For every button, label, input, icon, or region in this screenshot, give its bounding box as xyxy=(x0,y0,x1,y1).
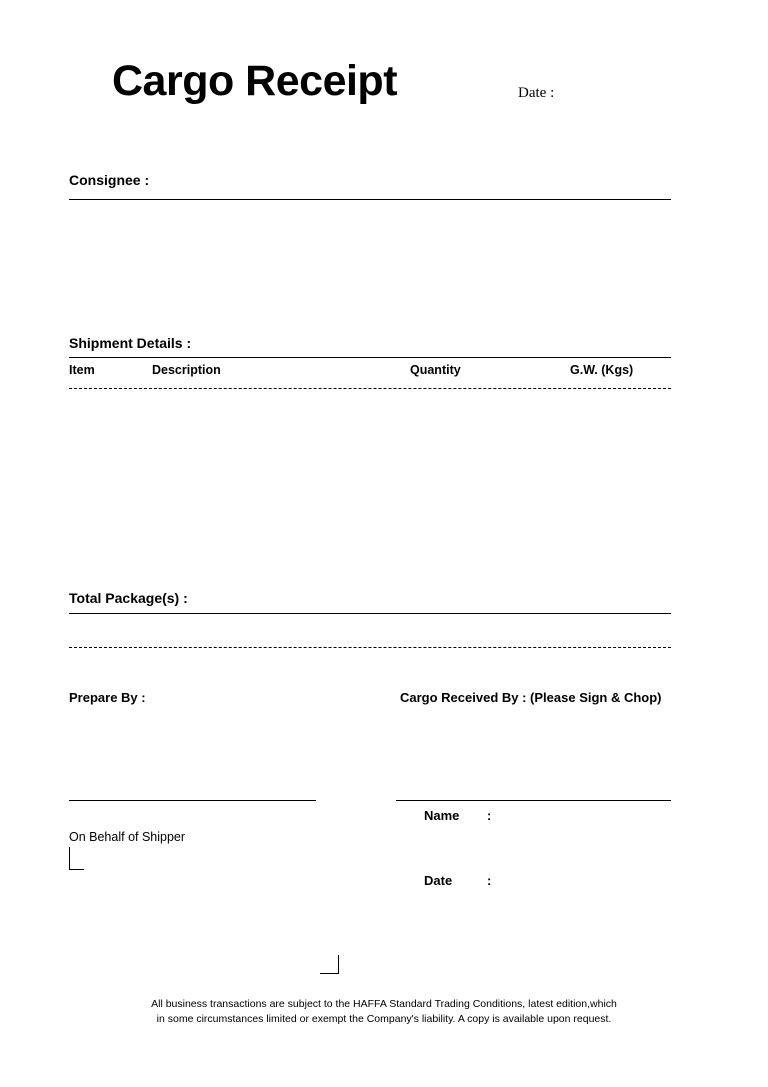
receiver-name-colon: : xyxy=(487,808,492,823)
table-bottom-dashed-rule xyxy=(69,647,671,648)
corner-mark-bottom-icon xyxy=(320,955,339,974)
column-header-description: Description xyxy=(152,363,221,377)
total-packages-label: Total Package(s) : xyxy=(69,590,188,606)
column-header-item: Item xyxy=(69,363,95,377)
column-header-quantity: Quantity xyxy=(410,363,461,377)
on-behalf-of-shipper-label: On Behalf of Shipper xyxy=(69,830,186,844)
cargo-received-by-label: Cargo Received By : (Please Sign & Chop) xyxy=(400,690,662,705)
receiver-name-label: Name xyxy=(424,808,460,823)
corner-mark-left-icon xyxy=(69,847,84,870)
receiver-date-colon: : xyxy=(487,873,492,888)
footer-line-1: All business transactions are subject to the HAFFA Standard Trading Conditions, latest edition,which xyxy=(151,998,617,1010)
footer-line-2: in some circumstances limited or exempt the Company's liability. A copy is available upon request. xyxy=(156,1013,612,1026)
consignee-rule xyxy=(69,199,671,200)
shipment-details-label: Shipment Details : xyxy=(69,335,192,351)
shipment-details-rule xyxy=(69,357,671,358)
consignee-label: Consignee : xyxy=(69,172,150,188)
footer-disclaimer xyxy=(0,997,768,1027)
receiver-date-label: Date xyxy=(424,873,453,888)
total-packages-rule xyxy=(69,613,671,614)
signature-line-receiver xyxy=(396,800,671,801)
column-header-gross-weight: G.W. (Kgs) xyxy=(570,363,634,377)
prepare-by-label: Prepare By : xyxy=(69,690,146,705)
page-title: Cargo Receipt xyxy=(112,57,398,105)
date-label: Date : xyxy=(518,85,555,101)
signature-line-shipper xyxy=(69,800,316,801)
table-top-dashed-rule xyxy=(69,388,671,389)
